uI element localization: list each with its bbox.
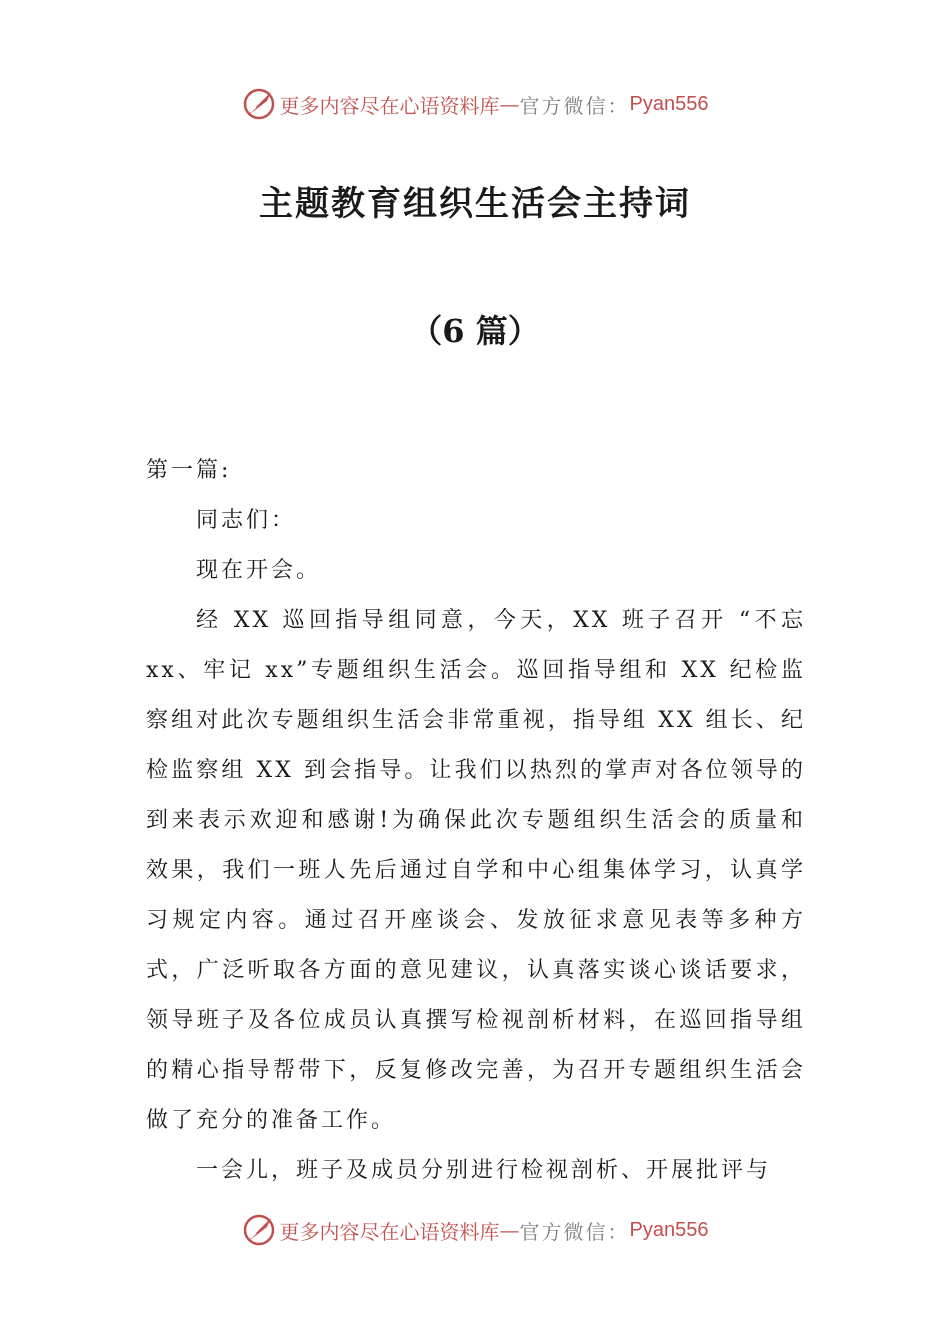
footer-wechat-label: 官方微信： (519, 1219, 630, 1244)
footer-banner (0, 1210, 950, 1250)
header-wechat-label: 官方微信： (519, 93, 630, 118)
document-title: 主题教育组织生活会主持词 (259, 184, 691, 224)
quill-pen-logo-icon (242, 1213, 276, 1247)
header-wechat-id: Pyan556 (629, 92, 709, 115)
opening-line: 现在开会。 (196, 558, 322, 583)
footer-separator: — (499, 1218, 520, 1242)
header-separator: — (499, 92, 520, 116)
quill-pen-logo-icon (242, 87, 276, 121)
header-banner (0, 84, 950, 124)
header-brand-text: 更多内容尽在心语资料库 (279, 93, 500, 118)
paragraph-2: 一会儿，班子及成员分别进行检视剖析、开展批评与 (196, 1158, 772, 1183)
salutation: 同志们： (196, 508, 297, 533)
document-body (146, 446, 806, 1196)
footer-wechat-id: Pyan556 (629, 1218, 709, 1241)
section-heading: 第一篇: (146, 458, 232, 483)
footer-brand-text: 更多内容尽在心语资料库 (279, 1219, 500, 1244)
paragraph-1: 经 XX 巡回指导组同意，今天，XX 班子召开 “不忘 xx、牢记 xx”专题组织生活会。巡回指导组和 XX 纪检监察组对此次专题组织生活会非常重视，指导组 XX 组长、纪检监察组 XX 到会指导。让我们以热烈的掌声对各位领导的到来表示欢迎和感谢!为确保此次专题组织生活会的质量和效果，我们一班人先后通过自学和中心组集体学习，认真学习规定内容。通过召开座谈会、发放征求意见表等多种方式，广泛听取各方面的意见建议，认真落实谈心谈话要求，领导班子及各位成员认真撰写检视剖析材料，在巡回指导组的精心指导帮带下，反复修改完善，为召开专题组织生活会做了充分的准备工作。 (146, 608, 806, 1133)
document-subtitle: （6 篇） (410, 312, 540, 350)
